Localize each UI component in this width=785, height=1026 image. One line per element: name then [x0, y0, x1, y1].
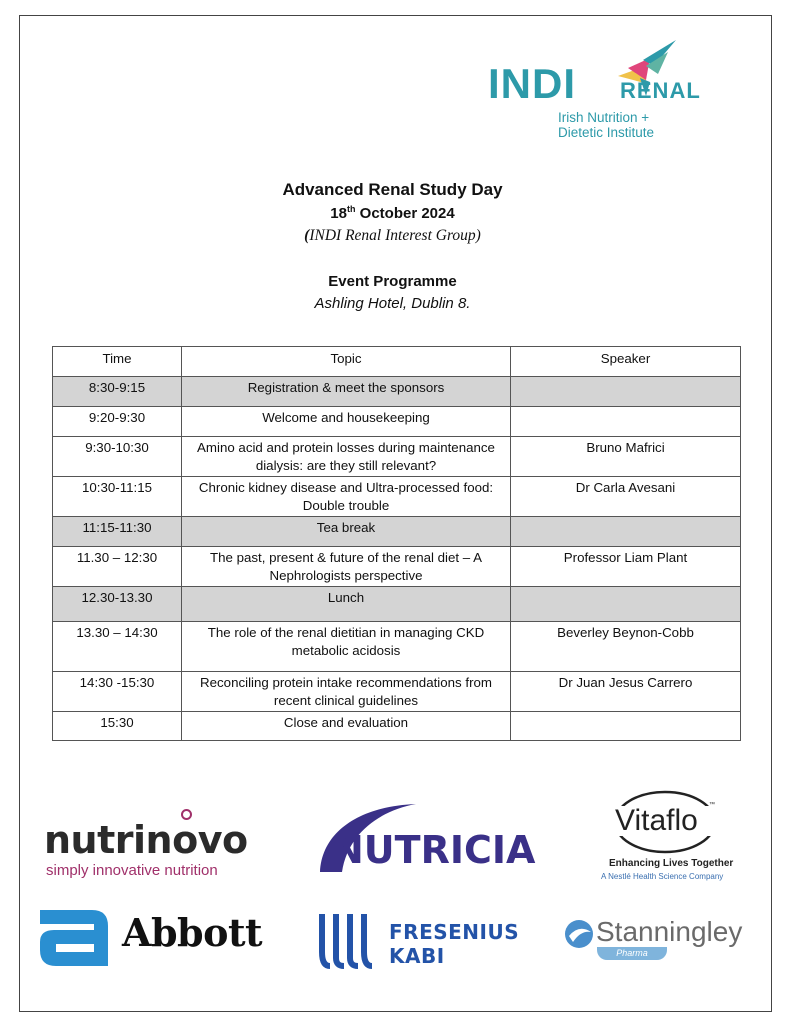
stanningley-logo — [563, 914, 753, 964]
indi-renal-logo — [488, 22, 748, 152]
row-topic: Registration & meet the sponsors — [182, 377, 511, 407]
indi-wordmark: INDI — [488, 60, 576, 107]
stanningley-wordmark: Stanningley — [596, 916, 743, 947]
table-row — [53, 547, 741, 587]
table-row — [53, 517, 741, 547]
row-topic: The past, present & future of the renal diet – A Nephrologists perspective — [182, 547, 511, 587]
row-topic: Lunch — [182, 587, 511, 622]
nutrinovo-logo — [44, 806, 274, 886]
table-row — [53, 587, 741, 622]
stanningley-swirl-icon — [563, 914, 597, 954]
row-topic: Reconciling protein intake recommendations from recent clinical guidelines — [182, 672, 511, 712]
row-topic: The role of the renal dietitian in managing CKD metabolic acidosis — [182, 622, 511, 672]
nutrinovo-tagline: simply innovative nutrition — [46, 862, 218, 879]
nutricia-logo — [312, 800, 548, 882]
row-speaker — [511, 407, 741, 437]
table-row — [53, 407, 741, 437]
row-time: 12.30-13.30 — [53, 587, 182, 622]
table-row — [53, 712, 741, 741]
row-topic: Close and evaluation — [182, 712, 511, 741]
row-speaker: Dr Carla Avesani — [511, 477, 741, 517]
date-rest: October 2024 — [355, 205, 455, 222]
row-speaker: Beverley Beynon-Cobb — [511, 622, 741, 672]
event-title: Advanced Renal Study Day — [282, 180, 503, 199]
table-row — [53, 437, 741, 477]
fresenius-waves-icon — [318, 910, 378, 970]
row-time: 13.30 – 14:30 — [53, 622, 182, 672]
row-speaker — [511, 587, 741, 622]
abbott-a-icon — [34, 906, 114, 970]
row-topic: Tea break — [182, 517, 511, 547]
indi-subtitle-line-1: Irish Nutrition + — [558, 110, 650, 125]
date-day: 18 — [330, 205, 347, 222]
row-time: 9:20-9:30 — [53, 407, 182, 437]
programme-title: Event Programme — [328, 273, 457, 290]
row-time: 11.30 – 12:30 — [53, 547, 182, 587]
table-row — [53, 477, 741, 517]
vitaflo-subtitle: A Nestlé Health Science Company — [601, 872, 724, 881]
fresenius-kabi-logo — [318, 910, 528, 970]
group-open-paren: ( — [304, 227, 310, 244]
date-suffix: th — [346, 204, 356, 214]
event-venue: Ashling Hotel, Dublin 8. — [314, 295, 471, 312]
nutricia-wordmark: NUTRICIA — [332, 828, 536, 872]
table-row — [53, 377, 741, 407]
group-text: INDI Renal Interest Group) — [309, 227, 481, 244]
row-topic: Chronic kidney disease and Ultra-processed food: Double trouble — [182, 477, 511, 517]
row-speaker: Bruno Mafrici — [511, 437, 741, 477]
fresenius-line-2: KABI — [389, 944, 445, 968]
table-row — [53, 672, 741, 712]
indi-subtitle-line-2: Dietetic Institute — [558, 125, 655, 140]
event-group — [0, 227, 785, 245]
abbott-logo — [34, 906, 279, 970]
row-topic: Welcome and housekeeping — [182, 407, 511, 437]
indi-subtitle — [558, 110, 654, 140]
fresenius-line-1: FRESENIUS — [389, 920, 520, 944]
nutrinovo-wordmark: nutrinovo — [44, 818, 248, 862]
row-speaker — [511, 377, 741, 407]
row-time: 15:30 — [53, 712, 182, 741]
row-topic: Amino acid and protein losses during maintenance dialysis: are they still relevant? — [182, 437, 511, 477]
header-topic: Topic — [182, 347, 511, 377]
vitaflo-trademark: ™ — [709, 802, 715, 808]
row-time: 8:30-9:15 — [53, 377, 182, 407]
row-speaker: Dr Juan Jesus Carrero — [511, 672, 741, 712]
renal-wordmark: RENAL — [620, 78, 701, 103]
row-time: 14:30 -15:30 — [53, 672, 182, 712]
event-date — [0, 204, 785, 222]
header-time: Time — [53, 347, 182, 377]
row-time: 9:30-10:30 — [53, 437, 182, 477]
vitaflo-tagline: Enhancing Lives Together — [609, 858, 734, 869]
row-speaker: Professor Liam Plant — [511, 547, 741, 587]
row-time: 10:30-11:15 — [53, 477, 182, 517]
vitaflo-wordmark: Vitaflo — [615, 804, 698, 837]
row-speaker — [511, 712, 741, 741]
header-speaker: Speaker — [511, 347, 741, 377]
abbott-wordmark: Abbott — [122, 910, 263, 955]
programme-table — [52, 346, 741, 741]
row-time: 11:15-11:30 — [53, 517, 182, 547]
vitaflo-logo — [597, 786, 747, 886]
table-row — [53, 622, 741, 672]
stanningley-pharma-badge: Pharma — [597, 947, 667, 960]
table-header-row — [53, 347, 741, 377]
row-speaker — [511, 517, 741, 547]
